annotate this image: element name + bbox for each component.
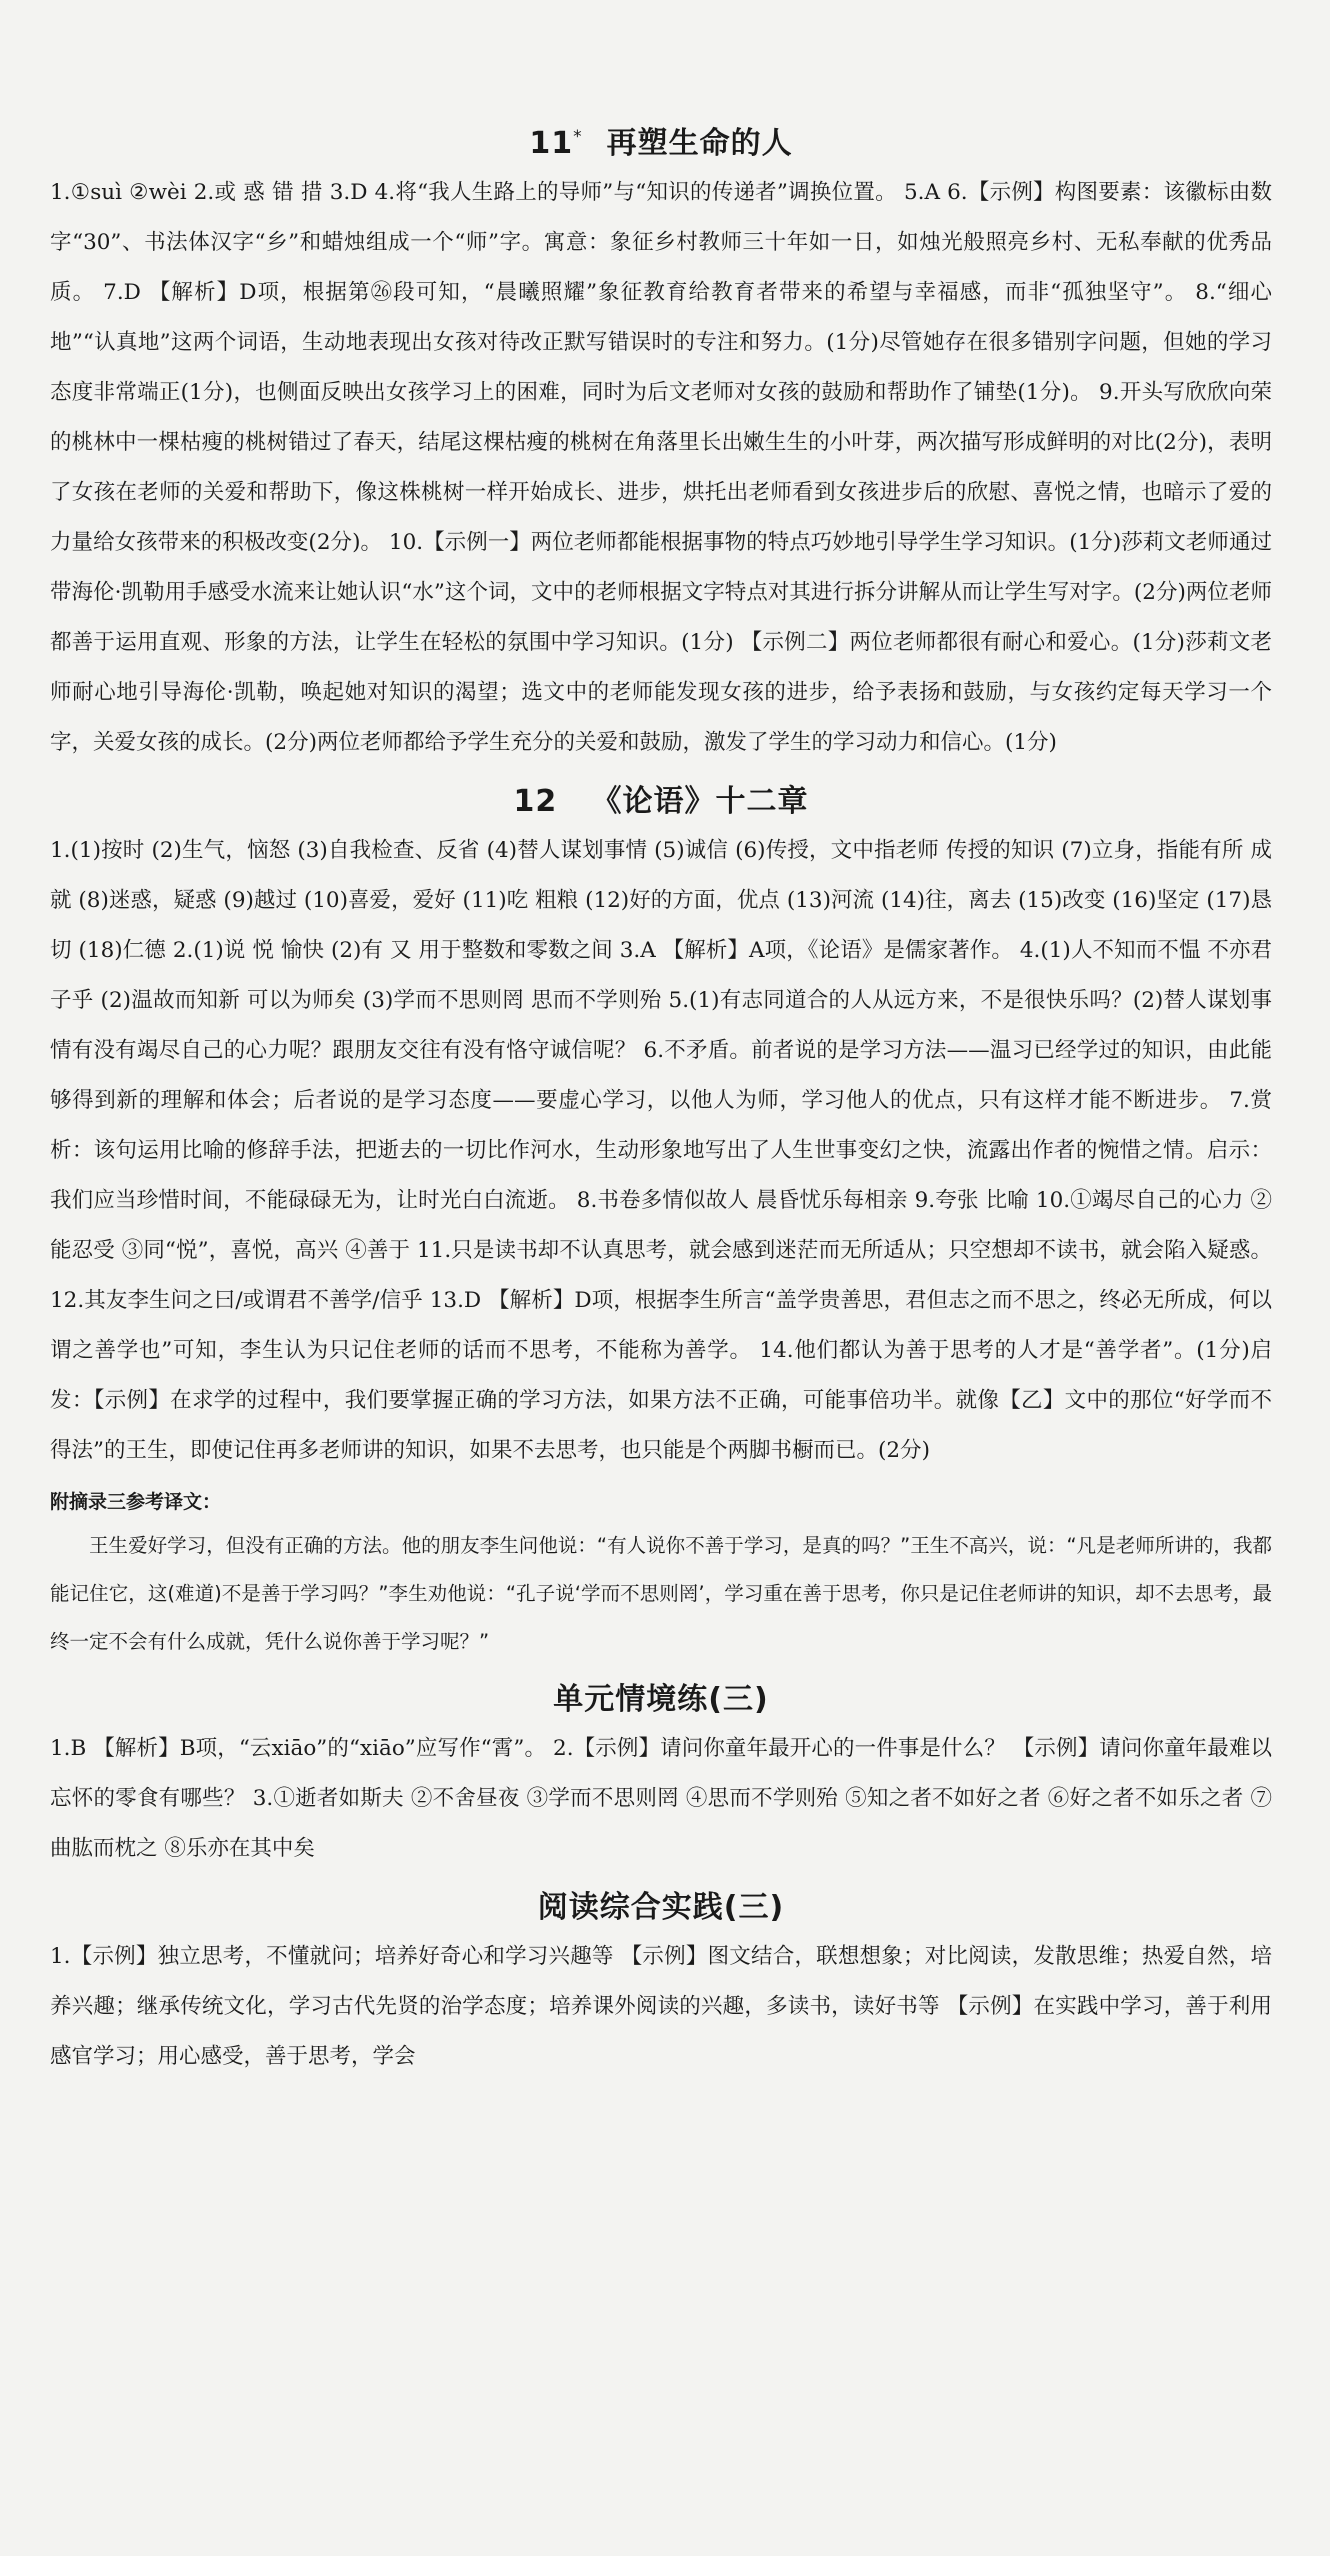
appendix-label: 附摘录三参考译文： [50, 1491, 222, 1513]
answer-paragraph: 1.①suì ②wèi 2.或 惑 错 措 3.D 4.将“我人生路上的导师”与“知识的传递者”调换位置。 5.A 6.【示例】构图要素：该徽标由数字“30”、书法体汉字“乡”和蜡烛组成一个“师”字。寓意：象征乡村教师三十年如一日，如烛光般照亮乡村、无私奉献的优秀品质。 7.D 【解析】D项，根据第㉖段可知，“晨曦照耀”象征教育给教育者带来的希望与幸福感，而非“孤独坚守”。 8.“细心地”“认真地”这两个词语，生动地表现出女孩对待改正默写错误时的专注和努力。(1分)尽管她存在很多错别字问题，但她的学习态度非常端正(1分)，也侧面反映出女孩学习上的困难，同时为后文老师对女孩的鼓励和帮助作了铺垫(1分)。 9.开头写欣欣向荣的桃林中一棵枯瘦的桃树错过了春天，结尾这棵枯瘦的桃树在角落里长出嫩生生的小叶芽，两次描写形成鲜明的对比(2分)，表明了女孩在老师的关爱和帮助下，像这株桃树一样开始成长、进步，烘托出老师看到女孩进步后的欣慰、喜悦之情，也暗示了爱的力量给女孩带来的积极改变(2分)。 10.【示例一】两位老师都能根据事物的特点巧妙地引导学生学习知识。(1分)莎莉文老师通过带海伦·凯勒用手感受水流来让她认识“水”这个词，文中的老师根据文字特点对其进行拆分讲解从而让学生写对字。(2分)两位老师都善于运用直观、形象的方法，让学生在轻松的氛围中学习知识。(1分) 【示例二】两位老师都很有耐心和爱心。(1分)莎莉文老师耐心地引导海伦·凯勒，唤起她对知识的渴望；选文中的老师能发现女孩的进步，给予表扬和鼓励，与女孩约定每天学习一个字，关爱女孩的成长。(2分)两位老师都给予学生充分的关爱和鼓励，激发了学生的学习动力和信心。(1分) [50, 180, 1272, 755]
section-title-reading-practice [50, 1882, 1272, 1926]
answer-paragraph: 1.B 【解析】B项，“云xiāo”的“xiāo”应写作“霄”。 2.【示例】请问你童年最开心的一件事是什么？ 【示例】请问你童年最难以忘怀的零食有哪些？ 3.①逝者如斯夫 ②不舍昼夜 ③学而不思则罔 ④思而不学则殆 ⑤知之者不如好之者 ⑥好之者不如乐之者 ⑦曲肱而枕之 ⑧乐亦在其中矣 [50, 1736, 1272, 1861]
section-number: 12 [513, 784, 558, 819]
section-title-12 [50, 776, 1272, 820]
section-title-unit-practice [50, 1674, 1272, 1718]
answer-paragraph: 1.(1)按时 (2)生气，恼怒 (3)自我检查、反省 (4)替人谋划事情 (5)诚信 (6)传授，文中指老师 传授的知识 (7)立身，指能有所 成就 (8)迷惑，疑惑 (9)越过 (10)喜爱，爱好 (11)吃 粗粮 (12)好的方面，优点 (13)河流 (14)往，离去 (15)改变 (16)坚定 (17)恳切 (18)仁德 2.(1)说 悦 愉快 (2)有 又 用于整数和零数之间 3.A 【解析】A项，《论语》是儒家著作。 4.(1)人不知而不愠 不亦君子乎 (2)温故而知新 可以为师矣 (3)学而不思则罔 思而不学则殆 5.(1)有志同道合的人从远方来，不是很快乐吗？(2)替人谋划事情有没有竭尽自己的心力呢？跟朋友交往有没有恪守诚信呢？ 6.不矛盾。前者说的是学习方法——温习已经学过的知识，由此能够得到新的理解和体会；后者说的是学习态度——要虚心学习，以他人为师，学习他人的优点，只有这样才能不断进步。 7.赏析：该句运用比喻的修辞手法，把逝去的一切比作河水，生动形象地写出了人生世事变幻之快，流露出作者的惋惜之情。启示：我们应当珍惜时间，不能碌碌无为，让时光白白流逝。 8.书卷多情似故人 晨昏忧乐每相亲 9.夸张 比喻 10.①竭尽自己的心力 ②能忍受 ③同“悦”，喜悦，高兴 ④善于 11.只是读书却不认真思考，就会感到迷茫而无所适从；只空想却不读书，就会陷入疑惑。 12.其友李生问之曰/或谓君不善学/信乎 13.D 【解析】D项，根据李生所言“盖学贵善思，君但志之而不思之，终必无所成，何以谓之善学也”可知，李生认为只记住老师的话而不思考，不能称为善学。 14.他们都认为善于思考的人才是“善学者”。(1分)启发：【示例】在求学的过程中，我们要掌握正确的学习方法，如果方法不正确，可能事倍功半。就像【乙】文中的那位“好学而不得法”的王生，即使记住再多老师讲的知识，如果不去思考，也只能是个两脚书橱而已。(2分) [50, 838, 1272, 1463]
section-mark: * [573, 127, 583, 147]
appendix-translation: 王生爱好学习，但没有正确的方法。他的朋友李生问他说：“有人说你不善于学习，是真的吗？”王生不高兴，说：“凡是老师所讲的，我都能记住它，这(难道)不是善于学习吗？”李生劝他说：“孔子说‘学而不思则罔’，学习重在善于思考，你只是记住老师讲的知识，却不去思考，最终一定不会有什么成就，凭什么说你善于学习呢？” [50, 1534, 1272, 1653]
section-heading: 《论语》十二章 [591, 784, 809, 819]
section-heading: 再塑生命的人 [606, 126, 793, 161]
section-heading: 单元情境练(三) [553, 1682, 769, 1717]
section-heading: 阅读综合实践(三) [537, 1890, 785, 1925]
answer-paragraph: 1.【示例】独立思考，不懂就问；培养好奇心和学习兴趣等 【示例】图文结合，联想想象；对比阅读，发散思维；热爱自然，培养兴趣；继承传统文化，学习古代先贤的治学态度；培养课外阅读的兴趣，多读书，读好书等 【示例】在实践中学习，善于利用感官学习；用心感受，善于思考，学会 [50, 1944, 1272, 2069]
section-number: 11 [529, 126, 574, 161]
section-title-11 [50, 118, 1272, 162]
